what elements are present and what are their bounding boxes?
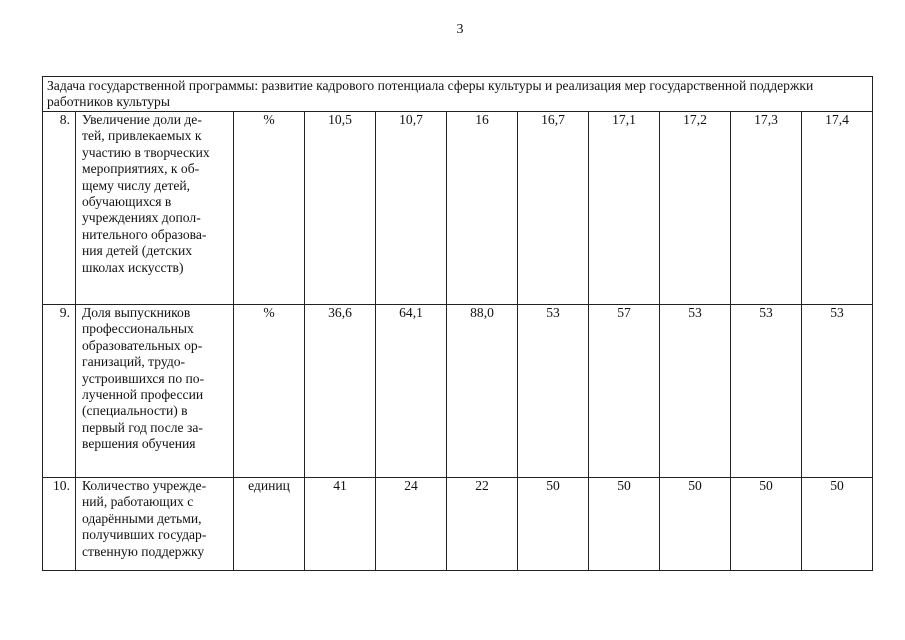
- value-cell: 10,7: [376, 112, 447, 305]
- value-cell: 50: [802, 478, 873, 571]
- value-cell: 10,5: [305, 112, 376, 305]
- indicator-name-line: ний, работающих с: [82, 494, 194, 510]
- indicator-name-line: вершения обучения: [82, 436, 196, 452]
- value-cell: 53: [518, 305, 589, 478]
- value-cell: 88,0: [447, 305, 518, 478]
- value-cell: 16,7: [518, 112, 589, 305]
- row-number: 10.: [43, 478, 76, 571]
- value-cell: 16: [447, 112, 518, 305]
- indicator-name-line: учреждениях допол-: [82, 210, 201, 226]
- indicator-name-line: нительного образова-: [82, 226, 207, 242]
- indicator-name: [76, 478, 234, 571]
- indicator-name-line: ния детей (детских: [82, 243, 193, 259]
- indicator-name-line: Доля выпускников: [82, 305, 191, 320]
- indicator-name-line: устроившихся по по-: [82, 370, 205, 386]
- indicator-name-line: профессиональных: [82, 321, 194, 337]
- value-cell: 50: [518, 478, 589, 571]
- indicators-table: [42, 76, 873, 571]
- indicator-name-line: щему числу детей,: [82, 177, 191, 193]
- value-cell: 50: [731, 478, 802, 571]
- indicator-name-line: Увеличение доли де-: [82, 112, 202, 127]
- unit-cell: %: [234, 305, 305, 478]
- indicator-name-line: первый год после за-: [82, 419, 203, 435]
- value-cell: 53: [731, 305, 802, 478]
- indicator-name-line: тей, привлекаемых к: [82, 128, 202, 144]
- indicator-name-line: школах искусств): [82, 259, 184, 275]
- indicator-name-line: одарёнными детьми,: [82, 510, 202, 526]
- indicator-name-line: лученной профессии: [82, 387, 204, 403]
- unit-cell: %: [234, 112, 305, 305]
- indicator-name-line: участию в творческих: [82, 144, 210, 160]
- value-cell: 50: [660, 478, 731, 571]
- value-cell: 53: [660, 305, 731, 478]
- row-number: 8.: [43, 112, 76, 305]
- value-cell: 17,4: [802, 112, 873, 305]
- task-header: Задача государственной программы: развитие кадрового потенциала сферы культуры и реализация мер государственной поддержки работников культуры: [43, 77, 873, 112]
- value-cell: 22: [447, 478, 518, 571]
- value-cell: 24: [376, 478, 447, 571]
- row-number: 9.: [43, 305, 76, 478]
- indicator-name: [76, 305, 234, 478]
- value-cell: 53: [802, 305, 873, 478]
- indicator-name-line: получивших государ-: [82, 527, 207, 543]
- value-cell: 36,6: [305, 305, 376, 478]
- indicator-name-line: Количество учрежде-: [82, 478, 207, 493]
- indicator-name-line: образовательных ор-: [82, 337, 203, 353]
- task-header-row: [43, 77, 873, 112]
- value-cell: 50: [589, 478, 660, 571]
- value-cell: 64,1: [376, 305, 447, 478]
- page-number: 3: [456, 22, 464, 37]
- indicator-name-line: мероприятиях, к об-: [82, 161, 200, 177]
- table-row: [43, 112, 873, 305]
- indicator-name: [76, 112, 234, 305]
- value-cell: 17,3: [731, 112, 802, 305]
- indicator-name-line: ственную поддержку: [82, 543, 205, 559]
- unit-cell: единиц: [234, 478, 305, 571]
- value-cell: 57: [589, 305, 660, 478]
- value-cell: 17,1: [589, 112, 660, 305]
- indicator-name-line: ганизаций, трудо-: [82, 354, 186, 370]
- value-cell: 17,2: [660, 112, 731, 305]
- indicator-name-line: (специальности) в: [82, 403, 188, 419]
- indicator-name-line: обучающихся в: [82, 194, 172, 210]
- table-row: [43, 478, 873, 571]
- value-cell: 41: [305, 478, 376, 571]
- table-row: [43, 305, 873, 478]
